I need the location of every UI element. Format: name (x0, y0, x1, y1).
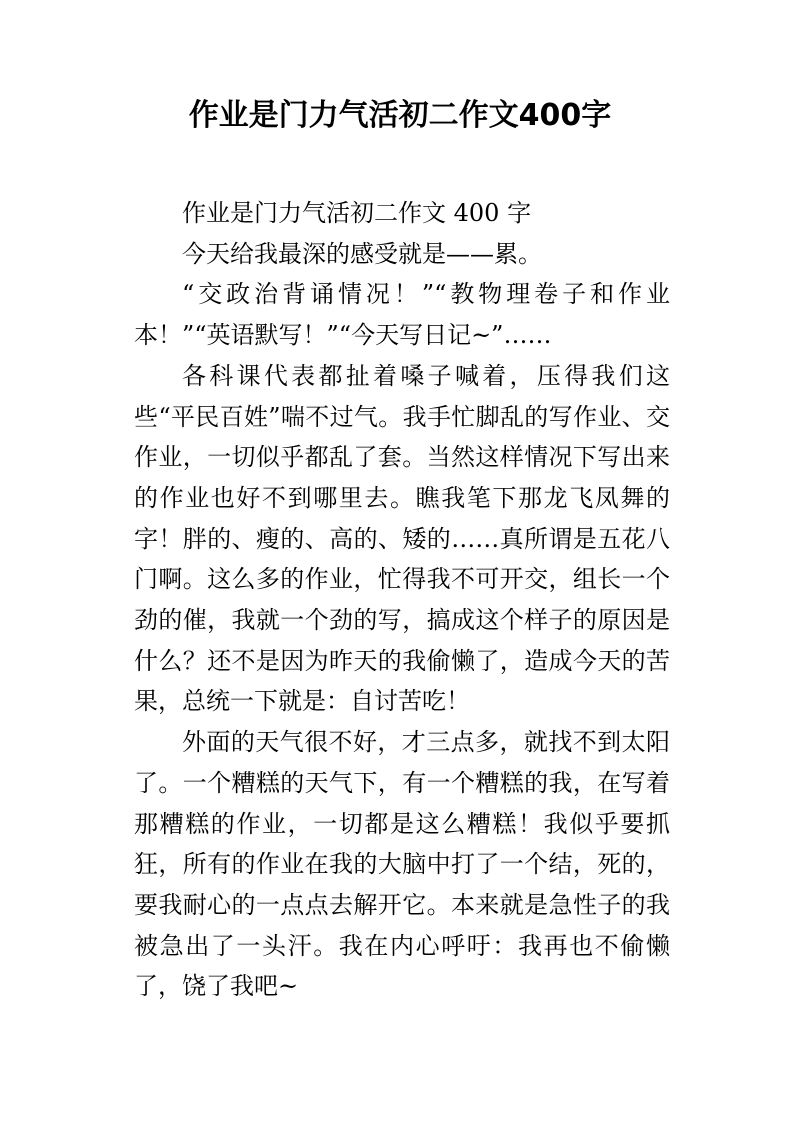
paragraph-subtitle: 作业是门力气活初二作文 400 字 (182, 199, 532, 227)
document-body (134, 193, 670, 1007)
paragraph-intro: 今天给我最深的感受就是——累。 (182, 239, 542, 268)
paragraph-quotes: “交政治背诵情况！”“教物理卷子和作业本！”“英语默写！”“今天写日记~”…… (134, 280, 670, 350)
document-title: 作业是门力气活初二作文400字 (188, 98, 612, 133)
paragraph-weather: 外面的天气很不好，才三点多，就找不到太阳了。一个糟糕的天气下，有一个糟糕的我，在写着那糟糕的作业，一切都是这么糟糕！我似乎要抓狂，所有的作业在我的大脑中打了一个结，死的，要我耐心的一点点去解开它。本来就是急性子的我被急出了一头汗。我在内心呼吁：我再也不偷懒了，饶了我吧~ (134, 728, 670, 1001)
paragraph-homework-chaos: 各科课代表都扯着嗓子喊着，压得我们这些“平民百姓”喘不过气。我手忙脚乱的写作业、交作业，一切似乎都乱了套。当然这样情况下写出来的作业也好不到哪里去。瞧我笔下那龙飞凤舞的字！胖的、瘦的、高的、矮的……真所谓是五花八门啊。这么多的作业，忙得我不可开交，组长一个劲的催，我就一个劲的写，搞成这个样子的原因是什么？还不是因为昨天的我偷懒了，造成今天的苦果，总统一下就是：自讨苦吃！ (134, 361, 670, 716)
